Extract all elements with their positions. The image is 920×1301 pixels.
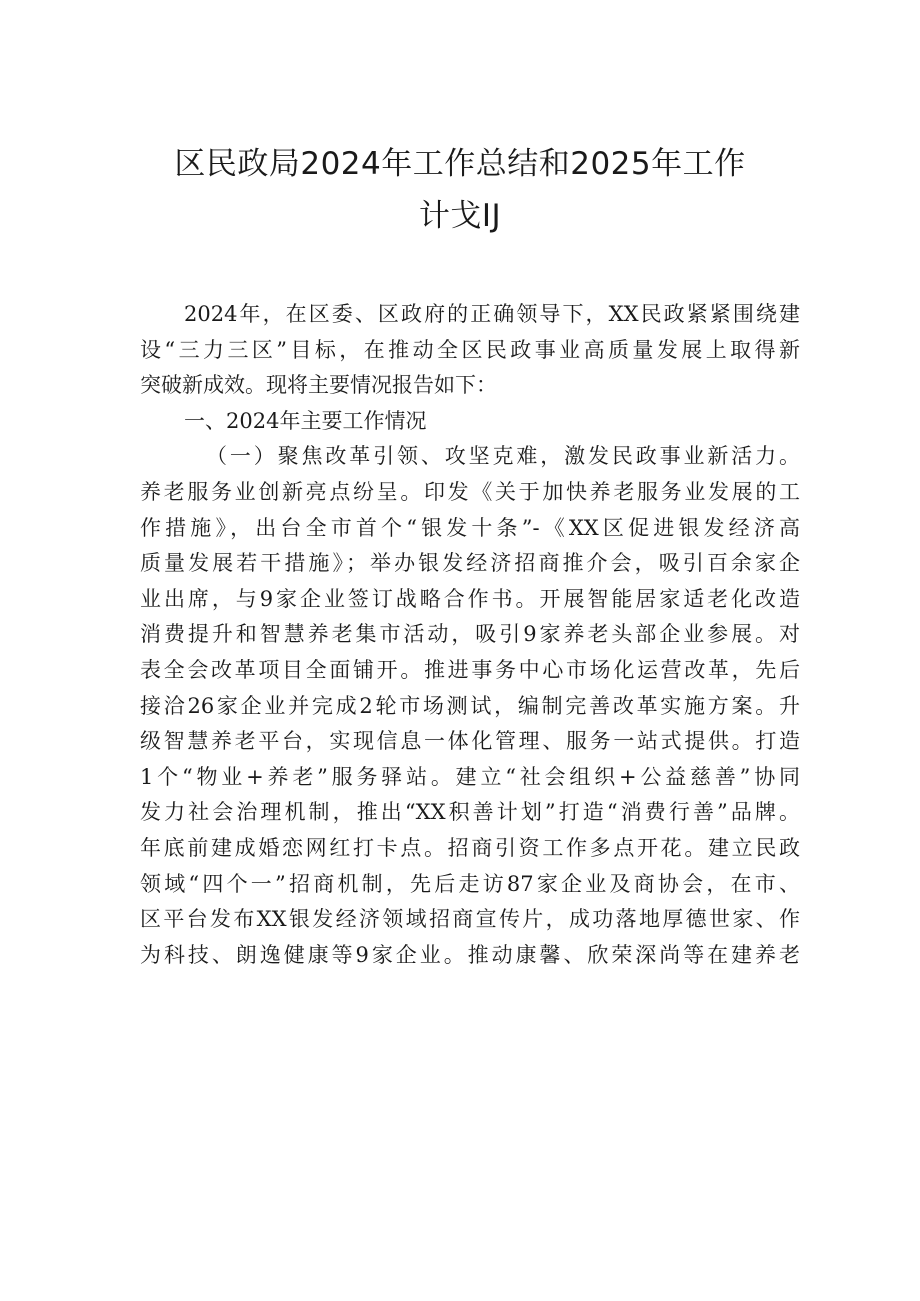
paragraph-line: 领域“四个一”招商机制，先后走访87家企业及商协会，在市、 xyxy=(140,871,800,896)
paragraph-line: 消费提升和智慧养老集市活动，吸引9家养老头部企业参展。对 xyxy=(140,622,800,647)
paragraph-line: 级智慧养老平台，实现信息一体化管理、服务一站式提供。打造 xyxy=(140,729,800,754)
paragraph-line: 质量发展若干措施》；举办银发经济招商推介会，吸引百余家企 xyxy=(140,551,800,576)
paragraph-line: 年底前建成婚恋网红打卡点。招商引资工作多点开花。建立民政 xyxy=(140,835,800,860)
paragraph-line: 1个“物业+养老”服务驿站。建立“社会组织+公益慈善”协同 xyxy=(140,764,800,789)
paragraph-line: 养老服务业创新亮点纷呈。印发《关于加快养老服务业发展的工 xyxy=(140,479,800,504)
paragraph-line: 表全会改革项目全面铺开。推进事务中心市场化运营改革，先后 xyxy=(140,657,800,682)
section-heading: 一、2024年主要工作情况 xyxy=(184,408,427,433)
paragraph-line: 2024年，在区委、区政府的正确领导下，XX民政紧紧围绕建 xyxy=(184,302,800,326)
paragraph-line: 区平台发布XX银发经济领域招商宣传片，成功落地厚德世家、作 xyxy=(140,907,800,932)
document-title-line-1: 区民政局2024年工作总结和2025年工作 xyxy=(174,146,746,182)
paragraph-line: 设“三力三区”目标，在推动全区民政事业高质量发展上取得新 xyxy=(140,337,800,362)
paragraph-line: 为科技、朗逸健康等9家企业。推动康馨、欣荣深尚等在建养老 xyxy=(140,942,800,967)
document-body xyxy=(140,297,800,973)
document-title-line-2: 计戈IJ xyxy=(418,198,502,234)
paragraph-line: 接洽26家企业并完成2轮市场测试，编制完善改革实施方案。升 xyxy=(140,693,800,718)
subsection-heading: （一）聚焦改革引领、攻坚克难，激发民政事业新活力。 xyxy=(206,444,800,469)
paragraph-line: 作措施》，出台全市首个“银发十条”-《XX区促进银发经济高 xyxy=(140,515,800,540)
paragraph-line: 发力社会治理机制，推出“XX积善计划”打造“消费行善”品牌。 xyxy=(140,800,800,825)
paragraph-line: 突破新成效。现将主要情况报告如下： xyxy=(140,373,497,398)
paragraph-line: 业出席，与9家企业签订战略合作书。开展智能居家适老化改造 xyxy=(140,586,800,611)
